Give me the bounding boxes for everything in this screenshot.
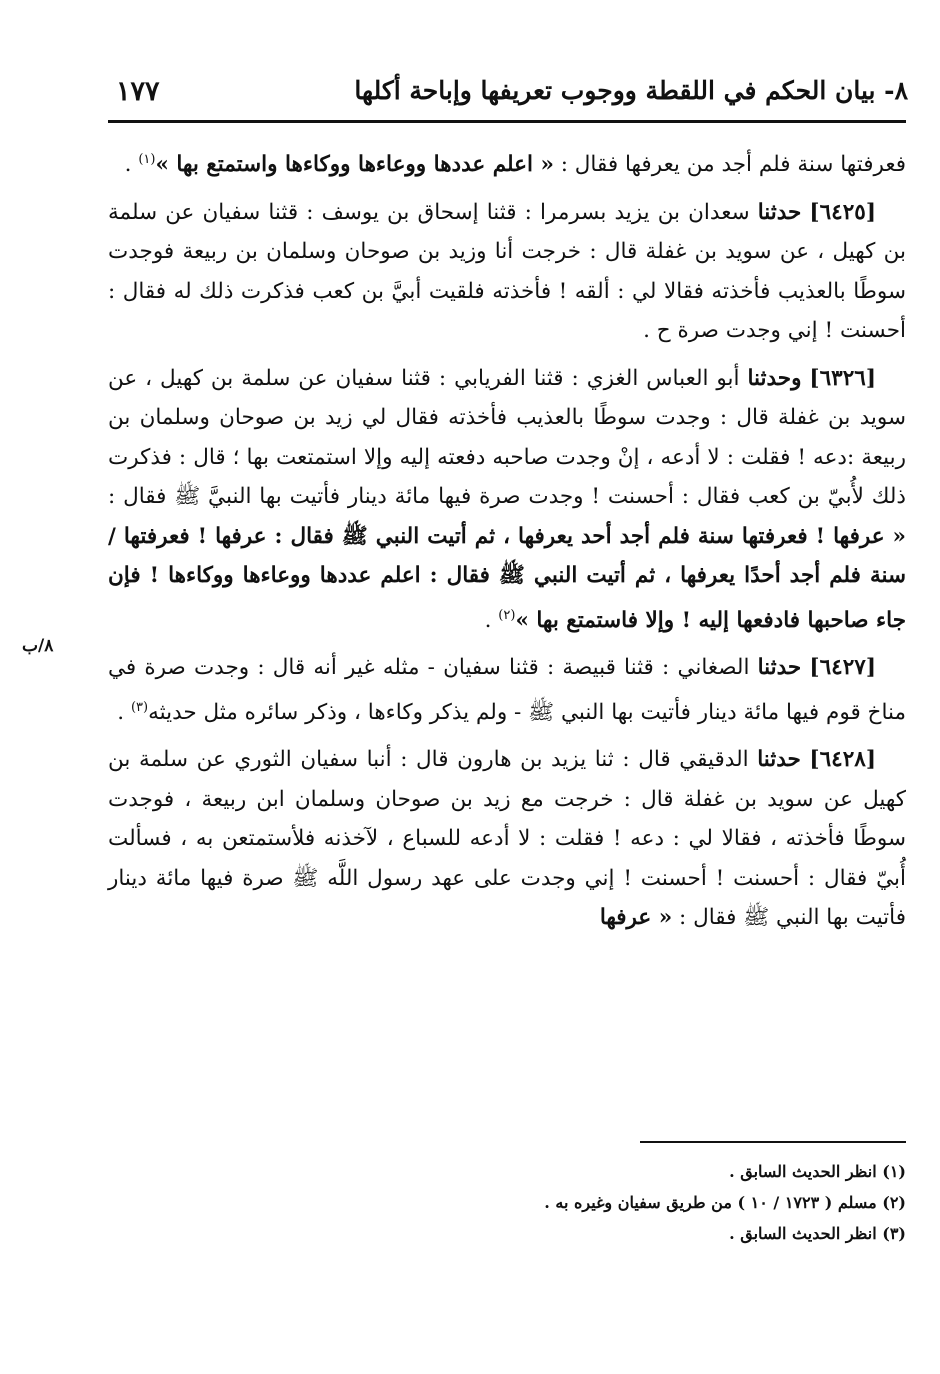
paragraph-text: فعرفتها سنة فلم أجد من يعرفها فقال : <box>553 152 906 178</box>
paragraph-text: سعدان بن يزيد بسرمرا : قثنا إسحاق بن يوسف : قثنا سفيان عن سلمة بن كهيل ، عن سويد بن غفلة قال : خرجت أنا وزيد بن صوحان وسلمان بن ربيعة فوجدت سوطًا بالعذيب فأخذته فقالا لي : ألقه ! فأخذته فلقيت أبيَّ بن كعب فذكرت ذلك له فقال : أحسنت ! إني وجدت صرة ح . <box>108 199 906 344</box>
footnote-marker: (٢) <box>498 607 516 623</box>
hadith-quote: « عرفها ! فعرفتها سنة فلم أجد أحد يعرفها ، ثم أتيت النبي ﷺ فقال : عرفها ! فعرفتها / سنة فلم أجد أحدًا يعرفها ، ثم أتيت النبي ﷺ فقال : اعلم عددها ووعاءها ووكاءها ! فإن جاء صاحبها فادفعها إليه ! وإلا فاستمتع بها » <box>108 523 906 633</box>
footnote-rule <box>640 1141 906 1143</box>
page-header <box>108 68 908 114</box>
hadith-6428 <box>108 740 906 938</box>
paragraph-text: الدقيقي قال : ثنا يزيد بن هارون قال : أنبا سفيان الثوري عن سلمة بن كهيل عن سويد بن غفلة قال : خرجت مع زيد بن صوحان وسلمان ابن ربيعة ، فوجدت سوطًا فأخذته ، فقالا لي : دعه ! فقلت : لا أدعه للسباع ، لآخذنه فلأستمتعن به ، فسألت أُبيّ فقال : أحسنت ! أحسنت ! إني وجدت على عهد رسول اللَّه ﷺ صرة فيها مائة دينار فأتيت بها النبي ﷺ فقال : <box>108 747 906 931</box>
footnote-3: (٣) انظر الحديث السابق . <box>729 1224 906 1243</box>
main-text <box>108 140 906 946</box>
chapter-title: ٨- بيان الحكم في اللقطة ووجوب تعريفها وإباحة أكلها <box>354 76 908 105</box>
hadith-number: [٦٣٢٦] <box>809 365 876 391</box>
paragraph-continued <box>108 140 906 185</box>
paragraph-end: . <box>117 699 131 725</box>
footnote-marker: (١) <box>138 152 156 167</box>
header-rule <box>108 120 906 123</box>
hadith-lead: حدثنا <box>757 655 802 681</box>
footnote-1: (١) انظر الحديث السابق . <box>729 1162 906 1181</box>
hadith-number: [٦٤٢٧] <box>809 655 876 681</box>
hadith-number: [٦٤٢٥] <box>809 199 876 225</box>
hadith-quote: « اعلم عددها ووعاءها ووكاءها واستمتع بها » <box>155 152 554 178</box>
hadith-6425 <box>108 193 906 351</box>
paragraph-text: أبو العباس الغزي : قثنا الفريابي : قثنا سفيان عن سلمة بن كهيل ، عن سويد بن غفلة قال : وجدت سوطًا بالعذيب فأخذته فقال لي زيد بن صوحان وسلمان بن ربيعة :دعه ! فقلت : لا أدعه ، إنْ وجدت صاحبه دفعته إليه وإلا استمتعت بها ؛ قال : فذكرت ذلك لأُبيّ بن كعب فقال : أحسنت ! وجدت صرة فيها مائة دينار فأتيت بها النبيَّ ﷺ فقال : <box>108 365 906 510</box>
paragraph-text: الصغاني : قثنا قبيصة : قثنا سفيان - مثله غير أنه قال : وجدت صرة في مناخ قوم فيها مائة دينار فأتيت بها النبي ﷺ - ولم يذكر وكاءها ، وذكر سائره مثل حديثه <box>108 655 906 725</box>
hadith-6427 <box>108 648 906 732</box>
hadith-lead: حدثنا <box>757 747 801 773</box>
margin-folio-note: ٨/ب <box>22 636 54 656</box>
footnote-marker: (٣) <box>130 699 149 715</box>
paragraph-end: . <box>484 607 499 633</box>
footnotes <box>108 1156 906 1249</box>
hadith-lead: حدثنا <box>757 199 802 225</box>
hadith-quote: « عرفها <box>599 905 673 931</box>
paragraph-end: . <box>124 152 139 178</box>
footnote-2: (٢) مسلم ( ١٧٢٣ / ١٠ ) من طريق سفيان وغيره به . <box>544 1193 906 1212</box>
hadith-number: [٦٤٢٨] <box>809 747 876 773</box>
hadith-6326 <box>108 359 906 641</box>
hadith-lead: وحدثنا <box>747 365 802 391</box>
page-number: ١٧٧ <box>116 76 160 107</box>
